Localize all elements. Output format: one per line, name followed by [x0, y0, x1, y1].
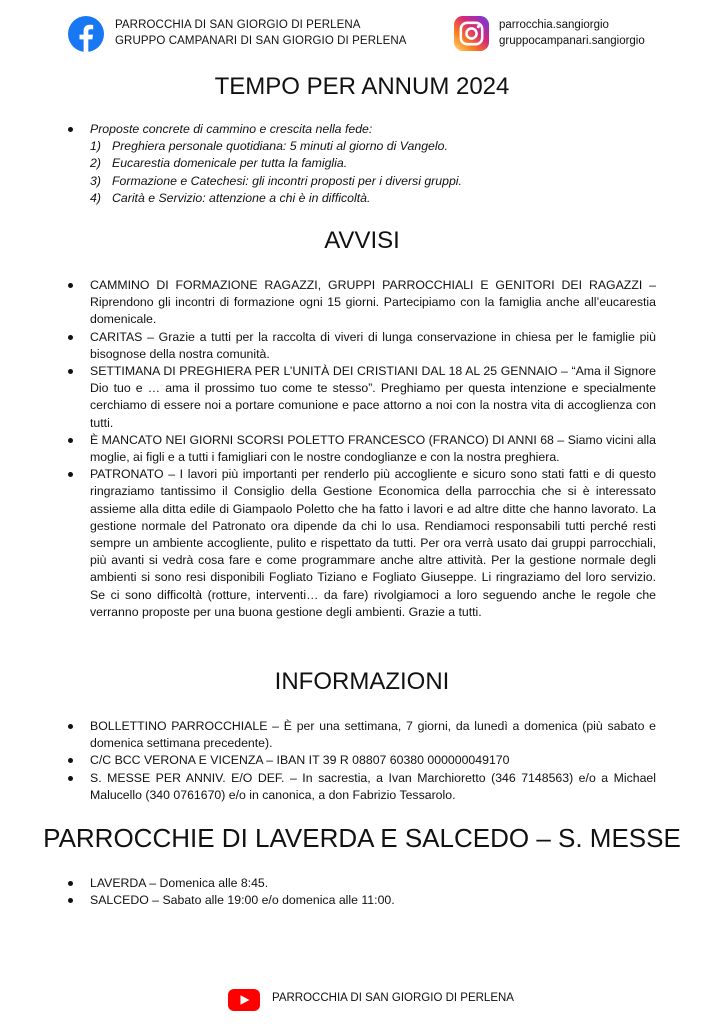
- laverda-list: [90, 875, 656, 909]
- avvisi-title: AVVISI: [324, 227, 400, 254]
- messa-salcedo: SALCEDO – Sabato alle 19:00 e/o domenica alle 11:00.: [90, 892, 656, 909]
- info-bollettino: BOLLETTINO PARROCCHIALE – È per una settimana, 7 giorni, da lunedì a domenica (più sabato e domenica settimana precedente).: [90, 718, 656, 752]
- item-text: Formazione e Catechesi: gli incontri proposti per i diversi gruppi.: [112, 173, 462, 188]
- item-text: Preghiera personale quotidiana: 5 minuti al giorno di Vangelo.: [112, 139, 448, 154]
- avviso-lutto: È MANCATO NEI GIORNI SCORSI POLETTO FRANCESCO (FRANCO) DI ANNI 68 – Siamo vicini alla moglie, ai figli e a tutti i famigliari con le nostre condoglianze e con la nostra preghiera.: [90, 432, 656, 466]
- facebook-line-1: PARROCCHIA DI SAN GIORGIO DI PERLENA: [115, 19, 361, 31]
- facebook-line-2: GRUPPO CAMPANARI DI SAN GIORGIO DI PERLENA: [115, 35, 407, 47]
- youtube-icon[interactable]: [228, 989, 260, 1011]
- item-number: 4): [90, 190, 101, 205]
- messa-laverda: LAVERDA – Domenica alle 8:45.: [90, 875, 656, 892]
- avviso-caritas: CARITAS – Grazie a tutti per la raccolta di viveri di lunga conservazione in chiesa per le famiglie più bisognose della nostra comunità.: [90, 329, 656, 363]
- item-text: Eucarestia domenicale per tutta la famiglia.: [112, 156, 348, 171]
- instagram-icon[interactable]: [454, 16, 489, 51]
- item-number: 2): [90, 156, 101, 171]
- tempo-list: [90, 121, 656, 207]
- facebook-page-names: [115, 17, 407, 49]
- instagram-line-1: parrocchia.sangiorgio: [499, 19, 609, 31]
- info-messe-anniversari: S. MESSE PER ANNIV. E/O DEF. – In sacrestia, a Ivan Marchioretto (346 7148563) e/o a Michael Malucello (340 0761670) e/o in canonica, a don Fabrizio Tessarolo.: [90, 770, 656, 804]
- page-header: [68, 16, 684, 56]
- item-number: 1): [90, 139, 101, 154]
- footer-channel-name: PARROCCHIA DI SAN GIORGIO DI PERLENA: [272, 992, 514, 1004]
- instagram-line-2: gruppocampanari.sangiorgio: [499, 35, 645, 47]
- facebook-icon[interactable]: [68, 16, 104, 52]
- item-text: Carità e Servizio: attenzione a chi è in difficoltà.: [112, 190, 371, 205]
- tempo-sublist: [90, 138, 656, 207]
- avvisi-list: [90, 277, 656, 621]
- instagram-accounts: [499, 17, 645, 49]
- info-iban: C/C BCC VERONA E VICENZA – IBAN IT 39 R 08807 60380 000000049170: [90, 752, 656, 769]
- list-item: [90, 155, 656, 172]
- informazioni-list: [90, 718, 656, 804]
- informazioni-title: INFORMAZIONI: [274, 668, 450, 695]
- tempo-intro: Proposte concrete di cammino e crescita nella fede:: [90, 122, 373, 136]
- avviso-formazione: CAMMINO DI FORMAZIONE RAGAZZI, GRUPPI PARROCCHIALI E GENITORI DEI RAGAZZI – Riprendono gli incontri di formazione ogni 15 giorni. Partecipiamo con la famiglia anche all’eucarestia domenicale.: [90, 277, 656, 329]
- tempo-title: TEMPO PER ANNUM 2024: [214, 73, 510, 100]
- item-number: 3): [90, 173, 101, 188]
- list-item: [90, 173, 656, 190]
- avviso-settimana-preghiera: SETTIMANA DI PREGHIERA PER L’UNITÀ DEI CRISTIANI DAL 18 AL 25 GENNAIO – “Ama il Signore Dio tuo e … ama il prossimo tuo come te stesso”. Preghiamo per questa intenzione e specialmente cerchiamo di essere noi a portare comunione e pace attorno a noi con la nostra vita di accoglienza con tutti.: [90, 363, 656, 432]
- avviso-patronato: PATRONATO – I lavori più importanti per renderlo più accogliente e sicuro sono stati fatti e di questo ringraziamo tantissimo il Consiglio della Gestione Economica della parrocchia che si è interessato assieme alla ditta edile di Giampaolo Poletto che ha fatto i lavori e ad altre ditte che hanno lavorato. La gestione normale del Patronato ora dipende da chi lo usa. Rendiamoci responsabili tutti perché resti sempre un ambiente accogliente, pulito e rispettato da tutti. Per ora verrà usato dai gruppi parrocchiali, più avanti si vedrà cosa fare e come programmare anche altre attività. Per la gestione normale degli ambienti si sono resi disponibili Fogliato Tiziano e Fogliato Giuseppe. Li ringraziamo del loro servizio. Se ci sono difficoltà (rotture, interventi… da fare) rivolgiamoci a loro seguendo anche le regole che verranno proposte per una buona gestione degli ambienti. Grazie a tutti.: [90, 466, 656, 621]
- list-item: [90, 138, 656, 155]
- tempo-intro-item: [90, 121, 656, 207]
- laverda-title: PARROCCHIE DI LAVERDA E SALCEDO – S. MESSE: [43, 823, 681, 853]
- list-item: [90, 190, 656, 207]
